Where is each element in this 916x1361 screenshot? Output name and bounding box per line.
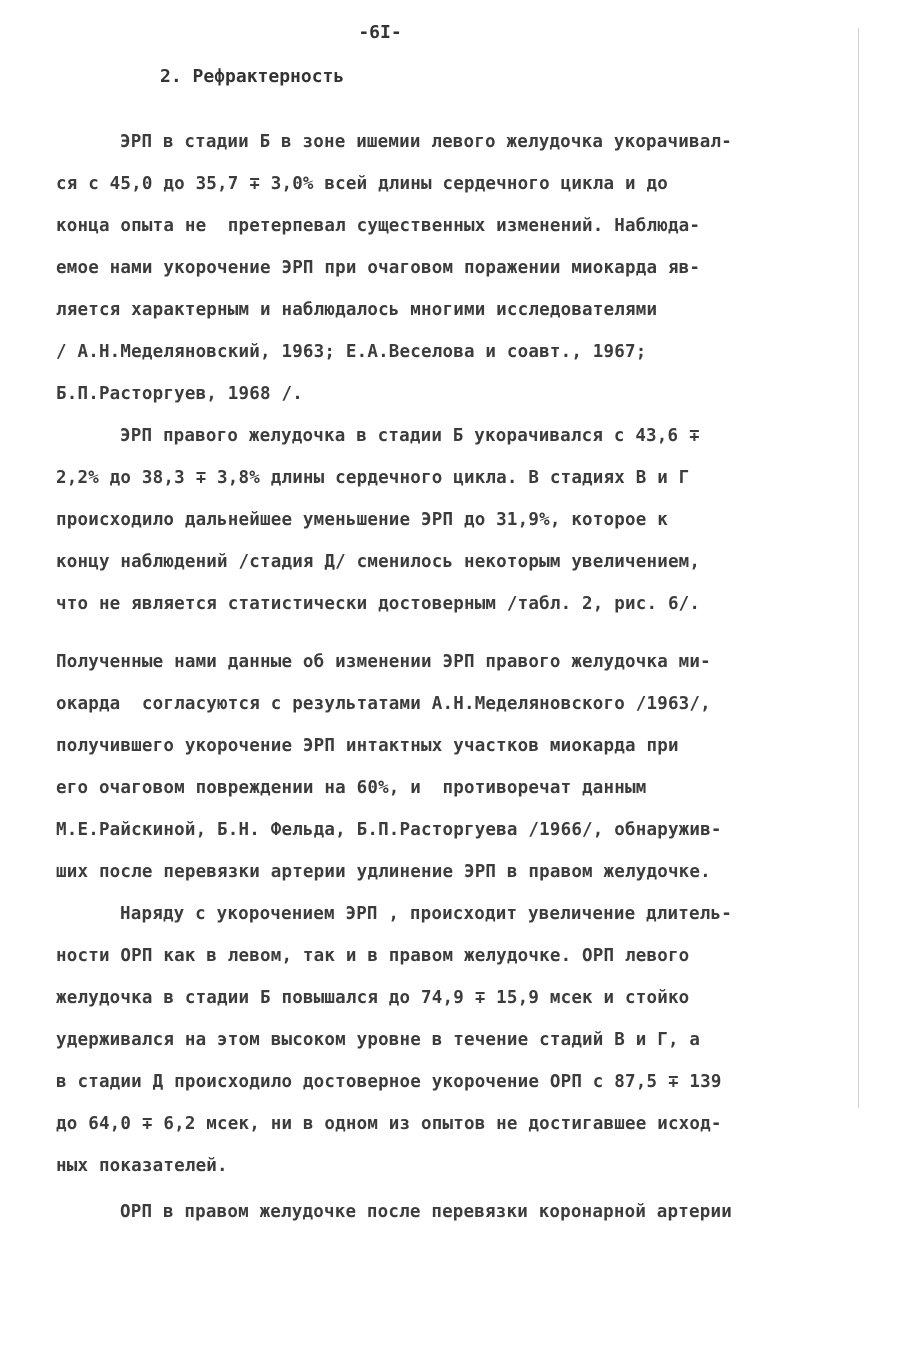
text-line: ОРП в правом желудочке после перевязки коронарной артерии [120,1202,732,1222]
page-edge-line [858,28,859,1108]
text-line: Б.П.Расторгуев, 1968 /. [56,384,303,404]
text-line: ных показателей. [56,1156,228,1176]
text-line: ЭРП правого желудочка в стадии Б укорачивался с 43,6 ∓ [120,426,700,446]
text-line: 2,2% до 38,3 ∓ 3,8% длины сердечного цикла. В стадиях В и Г [56,468,690,488]
text-line: емое нами укорочение ЭРП при очаговом поражении миокарда яв- [56,258,701,278]
text-line: ляется характерным и наблюдалось многими исследователями [56,300,658,320]
text-line: его очаговом повреждении на 60%, и противоречат данным [56,778,647,798]
text-line: что не является статистически достоверным /табл. 2, рис. 6/. [56,594,701,614]
text-line: в стадии Д происходило достоверное укорочение ОРП с 87,5 ∓ 139 [56,1072,722,1092]
text-line: ших после перевязки артерии удлинение ЭРП в правом желудочке. [56,862,711,882]
text-line: Наряду с укорочением ЭРП , происходит увеличение длитель- [120,904,732,924]
text-line: происходило дальнейшее уменьшение ЭРП до 31,9%, которое к [56,510,668,530]
text-line: концу наблюдений /стадия Д/ сменилось некоторым увеличением, [56,552,701,572]
page-number: -6I- [358,22,402,43]
section-heading: 2. Рефрактерность [160,66,345,87]
text-line: ся с 45,0 до 35,7 ∓ 3,0% всей длины сердечного цикла и до [56,174,668,194]
text-line: получившего укорочение ЭРП интактных участков миокарда при [56,736,679,756]
text-line: / А.Н.Меделяновский, 1963; Е.А.Веселова и соавт., 1967; [56,342,647,362]
text-line: до 64,0 ∓ 6,2 мсек, ни в одном из опытов не достигавшее исход- [56,1114,722,1134]
text-line: удерживался на этом высоком уровне в течение стадий В и Г, а [56,1030,701,1050]
text-line: окарда согласуются с результатами А.Н.Меделяновского /1963/, [56,694,711,714]
text-line: М.Е.Райскиной, Б.Н. Фельда, Б.П.Расторгуева /1966/, обнаружив- [56,820,722,840]
text-line: ЭРП в стадии Б в зоне ишемии левого желудочка укорачивал- [120,132,732,152]
text-line: желудочка в стадии Б повышался до 74,9 ∓ 15,9 мсек и стойко [56,988,690,1008]
text-line: ности ОРП как в левом, так и в правом желудочке. ОРП левого [56,946,690,966]
text-line: Полученные нами данные об изменении ЭРП правого желудочка ми- [56,652,711,672]
text-line: конца опыта не претерпевал существенных изменений. Наблюда- [56,216,701,236]
